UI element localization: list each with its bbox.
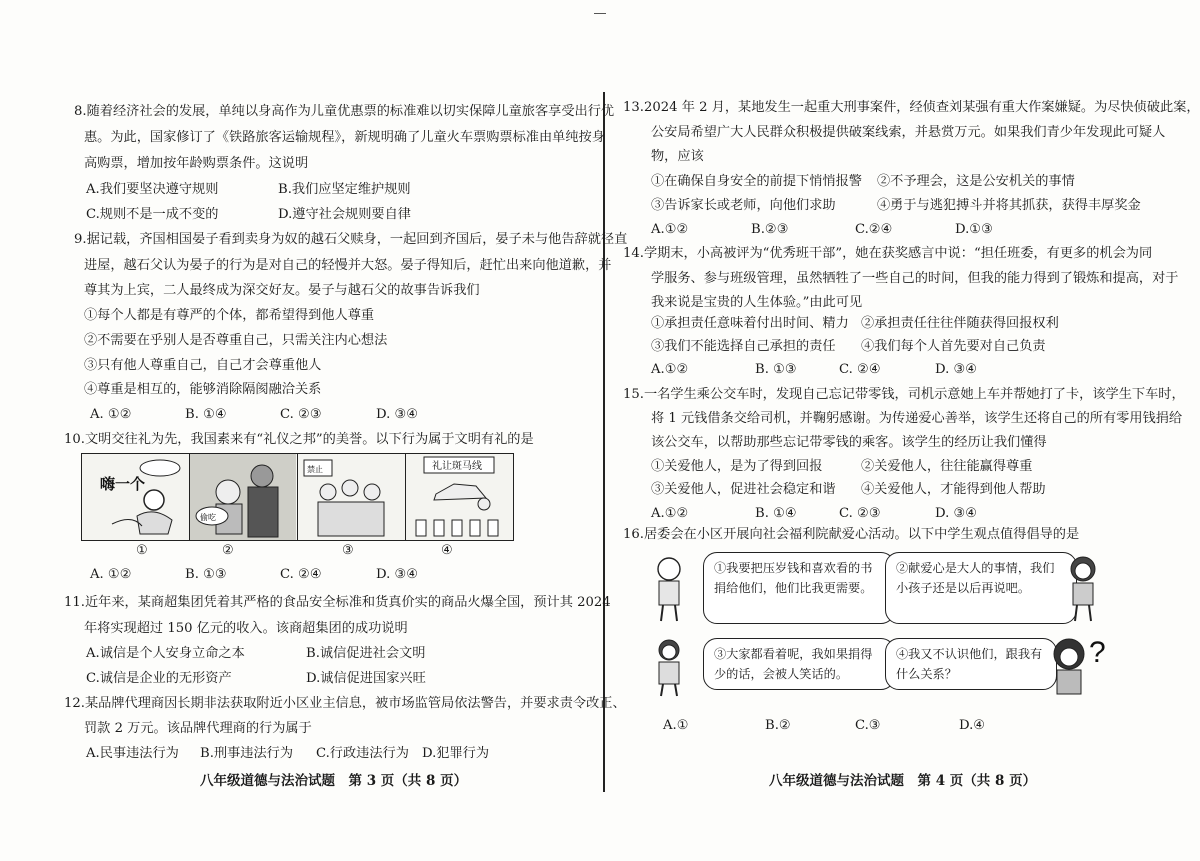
- svg-text:礼让斑马线: 礼让斑马线: [432, 461, 482, 472]
- q12-option-b: B.刑事违法行为: [200, 746, 294, 761]
- q11-option-c: C.诚信是企业的无形资产: [86, 671, 232, 686]
- q10-panel-label-2: ②: [222, 543, 234, 558]
- svg-text:禁止: 禁止: [307, 465, 323, 474]
- q13-line-3: 物，应该: [651, 149, 704, 164]
- q14-statement-1: ①承担责任意味着付出时间、精力: [651, 316, 849, 331]
- q11-option-a: A.诚信是个人安身立命之本: [86, 646, 245, 661]
- q13-line-1: 13.2024 年 2 月，某地发生一起重大刑事案件，经侦查刘某强有重大作案嫌疑。为尽快侦破此案，: [623, 100, 1200, 115]
- q12-line-1: 12.某品牌代理商因长期非法获取附近小区业主信息，被市场监管局依法警告，并要求责令改正、: [64, 696, 626, 711]
- q8-option-c: C.规则不是一成不变的: [86, 207, 219, 222]
- q12-option-c: C.行政违法行为: [316, 746, 409, 761]
- q10-panel-2: [190, 454, 298, 540]
- q14-option-b: B. ①③: [755, 362, 797, 377]
- q13-statement-4: ④勇于与逃犯搏斗并将其抓获，获得丰厚奖金: [877, 198, 1141, 213]
- q16-bubble-1: ①我要把压岁钱和喜欢看的书捐给他们，他们比我更需要。: [703, 552, 895, 624]
- q8-line-3: 高购票，增加按年龄购票条件。这说明: [84, 156, 309, 171]
- q13-statement-1: ①在确保自身安全的前提下悄悄报警: [651, 174, 862, 189]
- q8-line-1: 8.随着经济社会的发展，单纯以身高作为儿童优惠票的标准难以切实保障儿童旅客享受出行优: [74, 104, 615, 119]
- q15-statement-3: ③关爱他人，促进社会稳定和谐: [651, 482, 836, 497]
- elder-child-cartoon-icon: [190, 454, 296, 540]
- q9-statement-3: ③只有他人尊重自己，自己才会尊重他人: [84, 358, 322, 373]
- q14-line-2: 学服务、参与班级管理，虽然牺牲了一些自己的时间，但我的能力得到了锻炼和提高，对于: [651, 271, 1179, 286]
- q9-option-c: C. ②③: [280, 407, 322, 422]
- q15-statement-4: ④关爱他人，才能得到他人帮助: [861, 482, 1046, 497]
- q10-panel-label-3: ③: [342, 543, 354, 558]
- q9-option-a: A. ①②: [90, 407, 132, 422]
- q14-option-d: D. ③④: [935, 362, 978, 377]
- q8-option-d: D.遵守社会规则要自律: [278, 207, 411, 222]
- q10-panel-4: [406, 454, 513, 540]
- q8-option-b: B.我们应坚定维护规则: [278, 182, 411, 197]
- q10-option-d: D. ③④: [376, 567, 419, 582]
- q13-line-2: 公安局希望广大人民群众积极提供破案线索，并悬赏万元。如果我们青少年发现此可疑人: [651, 125, 1166, 140]
- q13-option-d: D.①③: [955, 222, 993, 237]
- q9-option-d: D. ③④: [376, 407, 419, 422]
- q15-option-b: B. ①④: [755, 506, 797, 521]
- page-4: [623, 0, 1200, 861]
- q15-option-a: A.①②: [651, 506, 689, 521]
- student-3-icon: [649, 638, 689, 698]
- crowd-cartoon-icon: [298, 454, 404, 540]
- q8-line-2: 惠。为此，国家修订了《铁路旅客运输规程》，新规明确了儿童火车票购票标准由单纯按身: [84, 130, 605, 145]
- q14-line-1: 14.学期末，小高被评为“优秀班干部”，她在获奖感言中说：“担任班委，有更多的机会为同: [623, 246, 1153, 261]
- q15-line-1: 15.一名学生乘公交车时，发现自己忘记带零钱，司机示意她上车并帮她打了卡，该学生下车时，: [623, 387, 1185, 402]
- q16-option-c: C.③: [855, 718, 881, 733]
- q16-option-a: A.①: [663, 718, 689, 733]
- spitting-cartoon-icon: [82, 454, 188, 540]
- q8-option-a: A.我们要坚决遵守规则: [86, 182, 219, 197]
- q14-line-3: 我来说是宝贵的人生体验。”由此可见: [651, 295, 863, 310]
- q10-panel-1: [82, 454, 190, 540]
- q14-statement-2: ②承担责任往往伴随获得回报权利: [861, 316, 1059, 331]
- q15-line-2: 将 1 元钱借条交给司机，并鞠躬感谢。为传递爱心善举，该学生还将自己的所有零用钱捐给: [651, 411, 1183, 426]
- svg-text:偷吃: 偷吃: [200, 513, 216, 522]
- crosswalk-cartoon-icon: [406, 454, 512, 540]
- q14-option-a: A.①②: [651, 362, 689, 377]
- q14-option-c: C. ②④: [839, 362, 881, 377]
- q10-option-a: A. ①②: [90, 567, 132, 582]
- q15-statement-1: ①关爱他人，是为了得到回报: [651, 459, 823, 474]
- q13-option-a: A.①②: [651, 222, 689, 237]
- q16-option-b: B.②: [765, 718, 791, 733]
- q9-statement-2: ②不需要在乎别人是否尊重自己，只需关注内心想法: [84, 333, 388, 348]
- student-4-question-icon: [1043, 632, 1113, 698]
- q11-option-b: B.诚信促进社会文明: [306, 646, 426, 661]
- q12-option-d: D.犯罪行为: [422, 746, 490, 761]
- q10-option-c: C. ②④: [280, 567, 322, 582]
- q13-option-b: B.②③: [751, 222, 789, 237]
- q10-line: 10.文明交往礼为先，我国素来有“礼仪之邦”的美誉。以下行为属于文明有礼的是: [64, 432, 534, 447]
- student-1-icon: [649, 555, 689, 625]
- q11-line-2: 年将实现超过 150 亿元的收入。该商超集团的成功说明: [84, 621, 408, 636]
- q16-option-d: D.④: [959, 718, 986, 733]
- q11-option-d: D.诚信促进国家兴旺: [306, 671, 426, 686]
- page-3: [60, 0, 628, 861]
- q10-panel-3: [298, 454, 406, 540]
- page-footer-3: 八年级道德与法治试题 第 3 页（共 8 页）: [200, 773, 468, 789]
- q15-statement-2: ②关爱他人，往往能赢得尊重: [861, 459, 1033, 474]
- q14-statement-4: ④我们每个人首先要对自己负责: [861, 339, 1046, 354]
- svg-text:嗨一个: 嗨一个: [100, 476, 146, 493]
- q15-option-d: D. ③④: [935, 506, 978, 521]
- q9-line-1: 9.据记载，齐国相国晏子看到卖身为奴的越石父赎身，一起回到齐国后，晏子未与他告辞就径直: [74, 232, 628, 247]
- page-divider: [603, 92, 605, 792]
- q9-statement-4: ④尊重是相互的，能够消除隔阂融洽关系: [84, 382, 322, 397]
- q16-line: 16.居委会在小区开展向社会福利院献爱心活动。以下中学生观点值得倡导的是: [623, 527, 1080, 542]
- q13-option-c: C.②④: [855, 222, 893, 237]
- q12-line-2: 罚款 2 万元。该品牌代理商的行为属于: [84, 721, 312, 736]
- q9-line-3: 尊其为上宾，二人最终成为深交好友。晏子与越石父的故事告诉我们: [84, 283, 480, 298]
- q16-bubble-2: ②献爱心是大人的事情，我们小孩子还是以后再说吧。: [885, 552, 1077, 624]
- q10-panel-label-4: ④: [441, 543, 453, 558]
- q15-option-c: C. ②③: [839, 506, 881, 521]
- page-footer-4: 八年级道德与法治试题 第 4 页（共 8 页）: [769, 773, 1037, 789]
- q15-line-3: 该公交车，以帮助那些忘记带零钱的乘客。该学生的经历让我们懂得: [651, 435, 1047, 450]
- q9-statement-1: ①每个人都是有尊严的个体，都希望得到他人尊重: [84, 308, 375, 323]
- q13-statement-3: ③告诉家长或老师，向他们求助: [651, 198, 836, 213]
- q13-statement-2: ②不予理会，这是公安机关的事情: [877, 174, 1075, 189]
- q9-line-2: 进屋，越石父认为晏子的行为是对自己的轻慢并大怒。晏子得知后，赶忙出来向他道歉，并: [84, 258, 612, 273]
- q12-option-a: A.民事违法行为: [86, 746, 179, 761]
- q10-option-b: B. ①③: [185, 567, 227, 582]
- q16-bubble-4: ④我又不认识他们，跟我有什么关系？: [885, 638, 1057, 690]
- top-crop-mark: [594, 13, 606, 14]
- q10-panel-label-1: ①: [136, 543, 148, 558]
- q14-statement-3: ③我们不能选择自己承担的责任: [651, 339, 836, 354]
- svg-text:?: ?: [1089, 636, 1106, 669]
- q11-line-1: 11.近年来，某商超集团凭着其严格的食品安全标准和货真价实的商品火爆全国，预计其 2024: [64, 595, 611, 610]
- q16-bubble-3: ③大家都看着呢，我如果捐得少的话，会被人笑话的。: [703, 638, 895, 690]
- student-2-icon: [1063, 555, 1103, 625]
- q9-option-b: B. ①④: [185, 407, 227, 422]
- q10-cartoon-strip: [81, 453, 514, 541]
